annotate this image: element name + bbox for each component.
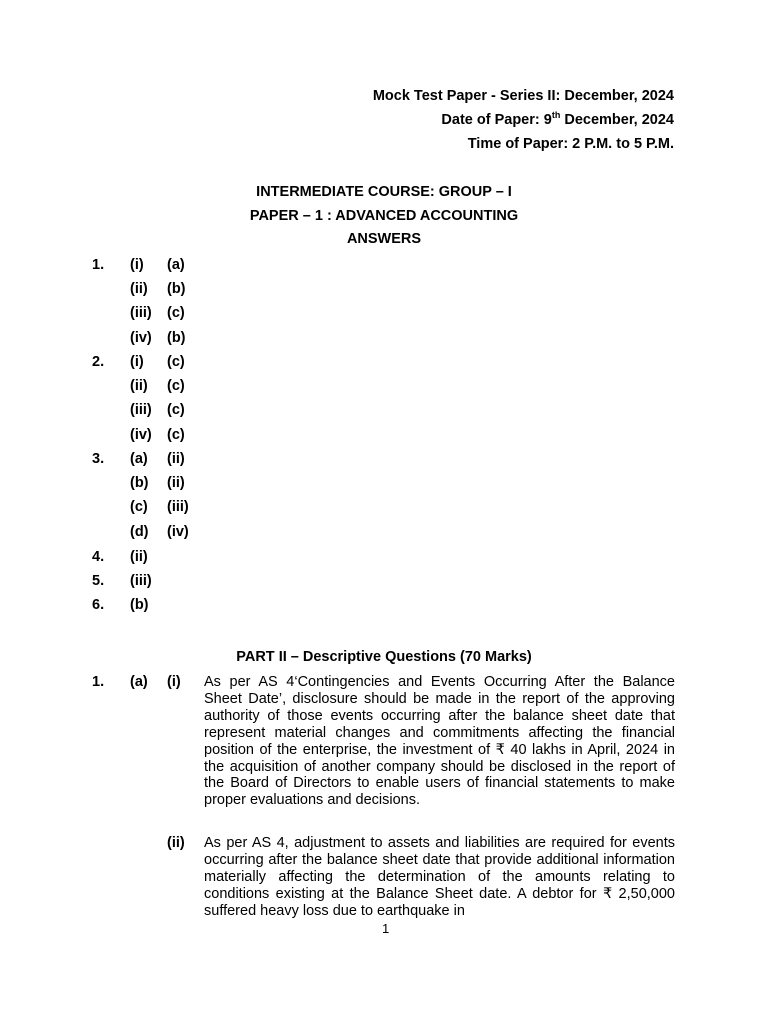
q1-number: 1. <box>92 257 105 273</box>
q1-part-answer: (c) <box>167 305 185 321</box>
q3-part-answer: (iv) <box>167 524 189 540</box>
q3-part-label: (c) <box>130 499 148 515</box>
header-date <box>441 112 674 128</box>
course-title: INTERMEDIATE COURSE: GROUP – I <box>256 184 512 200</box>
header-date-sup: th <box>551 110 561 121</box>
part2-q-part: (a) <box>130 674 148 690</box>
part2-sub2-label: (ii) <box>167 835 185 851</box>
q1-part-answer: (b) <box>167 281 186 297</box>
q3-part-label: (a) <box>130 451 148 467</box>
q3-part-label: (d) <box>130 524 149 540</box>
q1-part-answer: (b) <box>167 330 186 346</box>
q2-part-answer: (c) <box>167 378 185 394</box>
part2-sub1-label: (i) <box>167 674 181 690</box>
q2-part-label: (i) <box>130 354 144 370</box>
paper-title: PAPER – 1 : ADVANCED ACCOUNTING <box>249 208 519 224</box>
q4-answer: (ii) <box>130 549 148 565</box>
q2-part-answer: (c) <box>167 427 185 443</box>
q2-part-label: (iii) <box>130 402 152 418</box>
q6-number: 6. <box>92 597 105 613</box>
header-series: Mock Test Paper - Series II: December, 2024 <box>372 88 674 104</box>
q3-part-answer: (ii) <box>167 451 185 467</box>
page-number: 1 <box>382 921 390 936</box>
q3-part-answer: (ii) <box>167 475 185 491</box>
part2-heading: PART II – Descriptive Questions (70 Marks) <box>236 649 532 665</box>
part2-sub2-text: As per AS 4, adjustment to assets and liabilities are required for events occurring after the balance sheet date that provide additional information materially affecting the determination of the amounts relating to conditions existing at the Balance Sheet date. A debtor for ₹ 2,50,000 suffered heavy loss due to earthquake in <box>204 835 675 919</box>
q3-part-answer: (iii) <box>167 499 189 515</box>
q2-number: 2. <box>92 354 105 370</box>
q5-answer: (iii) <box>130 573 152 589</box>
q1-part-label: (ii) <box>130 281 148 297</box>
q2-part-label: (iv) <box>130 427 152 443</box>
header-time: Time of Paper: 2 P.M. to 5 P.M. <box>467 136 674 152</box>
q6-answer: (b) <box>130 597 149 613</box>
header-date-suffix: December, 2024 <box>560 112 674 128</box>
q4-number: 4. <box>92 549 105 565</box>
part2-q-number: 1. <box>92 674 105 690</box>
part2-sub1-text: As per AS 4‘Contingencies and Events Occurring After the Balance Sheet Date’, disclosure should be made in the report of the approving authority of those events occurring after the balance sheet date that represent material changes and commitments affecting the financial position of the enterprise, the investment of ₹ 40 lakhs in April, 2024 in the acquisition of another company should be disclosed in the report of the Board of Directors to enable users of financial statements to make proper evaluations and decisions. <box>204 674 675 809</box>
q3-number: 3. <box>92 451 105 467</box>
q2-part-answer: (c) <box>167 402 185 418</box>
q5-number: 5. <box>92 573 105 589</box>
q2-part-label: (ii) <box>130 378 148 394</box>
q1-part-label: (iv) <box>130 330 152 346</box>
q1-part-label: (iii) <box>130 305 152 321</box>
header-date-prefix: Date of Paper: 9 <box>441 112 552 128</box>
q1-part-answer: (a) <box>167 257 185 273</box>
q3-part-label: (b) <box>130 475 149 491</box>
q1-part-label: (i) <box>130 257 144 273</box>
q2-part-answer: (c) <box>167 354 185 370</box>
answers-title: ANSWERS <box>346 231 422 247</box>
